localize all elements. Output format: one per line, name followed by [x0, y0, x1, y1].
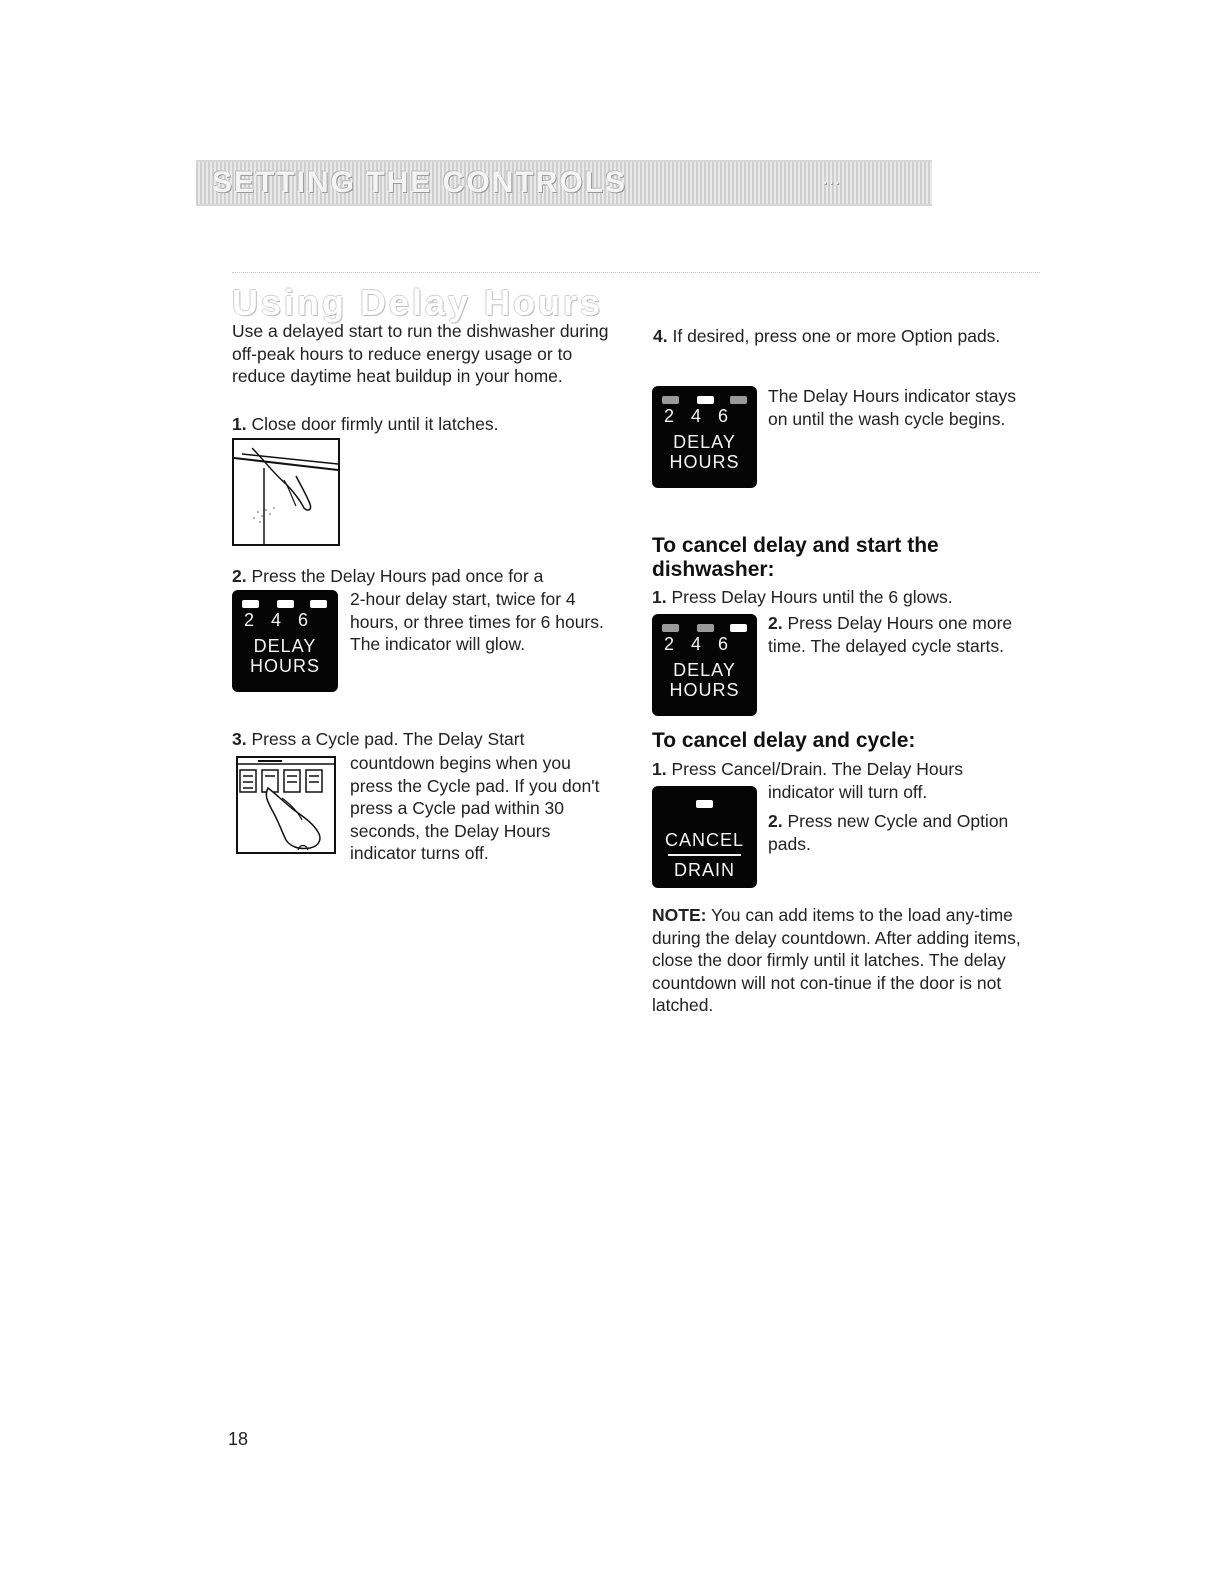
cancel-drain-pad[interactable]	[652, 786, 757, 888]
page-title: Using Delay Hours	[232, 282, 604, 323]
section-banner-title: SETTING THE CONTROLS	[212, 166, 627, 199]
indicator-6-light	[310, 600, 327, 608]
pad-digits: 2 4 6	[244, 610, 309, 630]
delay-hours-pad[interactable]	[652, 386, 757, 488]
indicator-6-light	[730, 396, 747, 404]
cancel-start-step-2	[768, 612, 1030, 657]
indicator-4-light	[277, 600, 294, 608]
cancel-indicator-light	[696, 800, 713, 808]
step-number: 2.	[232, 566, 247, 586]
pad-divider	[668, 854, 741, 856]
indicator-4-light	[697, 396, 714, 404]
divider-rule	[232, 272, 1040, 273]
step-text: Close door firmly until it latches.	[251, 414, 499, 434]
banner-badge: ...	[822, 164, 841, 189]
delay-hours-pad[interactable]	[652, 614, 757, 716]
step-text: Press the Delay Hours pad once for a	[251, 566, 544, 586]
page-number: 18	[228, 1429, 249, 1449]
indicator-4-light	[697, 624, 714, 632]
step-number: 4.	[653, 326, 668, 346]
pad-label-line1: DELAY	[673, 432, 736, 452]
pad-label-line2: HOURS	[669, 680, 740, 700]
step-number: 1.	[652, 759, 667, 779]
indicator-2-light	[662, 624, 679, 632]
note-label: NOTE:	[652, 905, 707, 925]
door-latch-illustration	[232, 438, 340, 546]
step-number: 1.	[652, 587, 667, 607]
pad-label-line2: HOURS	[249, 656, 320, 676]
indicator-2-light	[662, 396, 679, 404]
step-3-line-1	[232, 728, 612, 751]
step-number: 2.	[768, 613, 783, 633]
step-text: If desired, press one or more Option pads.	[672, 326, 1001, 346]
cancel-cycle-step-1-line-1	[652, 758, 1022, 781]
step-number: 3.	[232, 729, 247, 749]
step-text: Press Cancel/Drain. The Delay Hours	[671, 759, 963, 779]
pad-digits: 2 4 6	[664, 634, 729, 654]
step-text: Press new Cycle and Option pads.	[768, 811, 1009, 854]
indicator-2-light	[242, 600, 259, 608]
cancel-cycle-heading: To cancel delay and cycle:	[652, 729, 916, 752]
cancel-start-step-1	[652, 586, 1022, 609]
cycle-pad-illustration	[236, 756, 336, 854]
step-3-continued: countdown begins when you press the Cycle pad. If you don't press a Cycle pad within 30 seconds, the Delay Hours indicator turns off.	[350, 753, 600, 863]
delay-hours-pad[interactable]	[232, 590, 338, 692]
step-4	[653, 325, 1008, 348]
hand-closing-door-icon	[234, 440, 338, 544]
finger-pressing-cycle-pad-icon	[238, 758, 334, 852]
cancel-cycle-step-1-line-2: indicator will turn off.	[768, 782, 928, 802]
note-paragraph	[652, 904, 1030, 1017]
pad-digits: 2 4 6	[664, 406, 729, 426]
cancel-start-heading: To cancel delay and start the dishwasher:	[652, 534, 939, 581]
note-text: You can add items to the load any-time during the delay countdown. After adding items, close the door firmly until it latches. The delay countdown will not con-tinue if the door is not latched.	[652, 905, 1021, 1015]
step-number: 2.	[768, 811, 783, 831]
pad-label-line1: DELAY	[253, 636, 317, 656]
step-text: Press Delay Hours until the 6 glows.	[671, 587, 953, 607]
pad-label-line1: CANCEL	[664, 830, 745, 850]
step-text: Press a Cycle pad. The Delay Start	[251, 729, 525, 749]
pad-label-line1: DELAY	[673, 660, 736, 680]
cancel-cycle-step-2	[768, 810, 1038, 855]
step-4-side-text: The Delay Hours indicator stays on until the wash cycle begins.	[768, 386, 1017, 429]
step-number: 1.	[232, 414, 247, 434]
step-2-continued: 2-hour delay start, twice for 4 hours, or three times for 6 hours. The indicator will glow.	[350, 589, 604, 654]
step-2-line-1	[232, 565, 612, 588]
step-1	[232, 413, 612, 436]
step-text: Press Delay Hours one more time. The delayed cycle starts.	[768, 613, 1013, 656]
pad-label-line2: DRAIN	[673, 860, 735, 880]
indicator-6-light	[730, 624, 747, 632]
pad-label-line2: HOURS	[669, 452, 740, 472]
intro-paragraph: Use a delayed start to run the dishwasher during off-peak hours to reduce energy usage or to reduce daytime heat buildup in your home.	[232, 321, 609, 386]
